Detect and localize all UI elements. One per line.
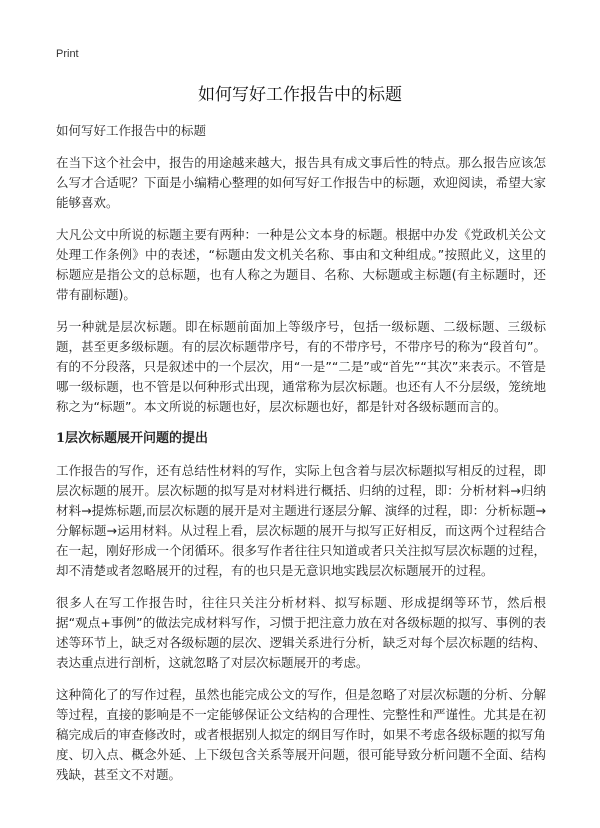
page-title: 如何写好工作报告中的标题 <box>198 85 402 105</box>
document-subtitle: 如何写好工作报告中的标题 <box>56 123 207 138</box>
section-paragraph-1: 工作报告的写作，还有总结性材料的写作，实际上包含着与层次标题拟写相反的过程，即层次标题的展开。层次标题的拟写是对材料进行概括、归纳的过程，即：分析材料→归纳材料→提炼标题,而层次标题的展开是对主题进行逐层分解、演绎的过程，即：分析标题→分解标题→运用材料。从过程上看，层次标题的展开与拟写正好相反，而这两个过程结合在一起，刚好形成一个闭循环。很多写作者往往只知道或者只关注拟写层次标题的过程，却不清楚或者忽略展开的过程，有的也只是无意识地实践层次标题展开的过程。 <box>56 463 546 578</box>
intro-paragraph-2: 大凡公文中所说的标题主要有两种：一种是公文本身的标题。根据中办发《党政机关公文处理工作条例》中的表述，“标题由发文机关名称、事由和文种组成。”按照此义，这里的标题应是指公文的总标题，也有人称之为题目、名称、大标题或主标题(有主标题时，还带有副标题)。 <box>56 227 546 302</box>
print-link[interactable]: Print <box>56 48 79 60</box>
intro-paragraph-1: 在当下这个社会中，报告的用途越来越大，报告具有成文事后性的特点。那么报告应该怎么写才合适呢？下面是小编精心整理的如何写好工作报告中的标题，欢迎阅读，希望大家能够喜欢。 <box>56 155 546 210</box>
section-paragraph-3: 这种简化了的写作过程，虽然也能完成公文的写作，但是忽略了对层次标题的分析、分解等过程，直接的影响是不一定能够保证公文结构的合理性、完整性和严谨性。尤其是在初稿完成后的审查修改时，或者根据别人拟定的纲目写作时，如果不考虑各级标题的拟写角度、切入点、概念外延、上下级包含关系等展开问题，很可能导致分析问题不全面、结构残缺，甚至文不对题。 <box>56 687 546 782</box>
section-heading: 1层次标题展开问题的提出 <box>56 431 209 446</box>
intro-paragraph-3: 另一种就是层次标题。即在标题前面加上等级序号，包括一级标题、二级标题、三级标题，甚至更多级标题。有的层次标题带序号，有的不带序号，不带序号的称为“段首句”。有的不分段落，只是叙述中的一个层次，用“一是”“二是”或“首先”“其次”来表示。不管是哪一级标题，也不管是以何种形式出现，通常称为层次标题。也还有人不分层级，笼统地称之为“标题”。本文所说的标题也好，层次标题也好，都是针对各级标题而言的。 <box>56 319 546 414</box>
section-paragraph-2: 很多人在写工作报告时，往往只关注分析材料、拟写标题、形成提纲等环节，然后根据“观点+事例”的做法完成材料写作，习惯于把注意力放在对各级标题的拟写、事例的表述等环节上，缺乏对各级标题的层次、逻辑关系进行分析，缺乏对每个层次标题的结构、表达重点进行剖析，这就忽略了对层次标题展开的考虑。 <box>56 595 546 670</box>
document-body <box>56 121 546 797</box>
